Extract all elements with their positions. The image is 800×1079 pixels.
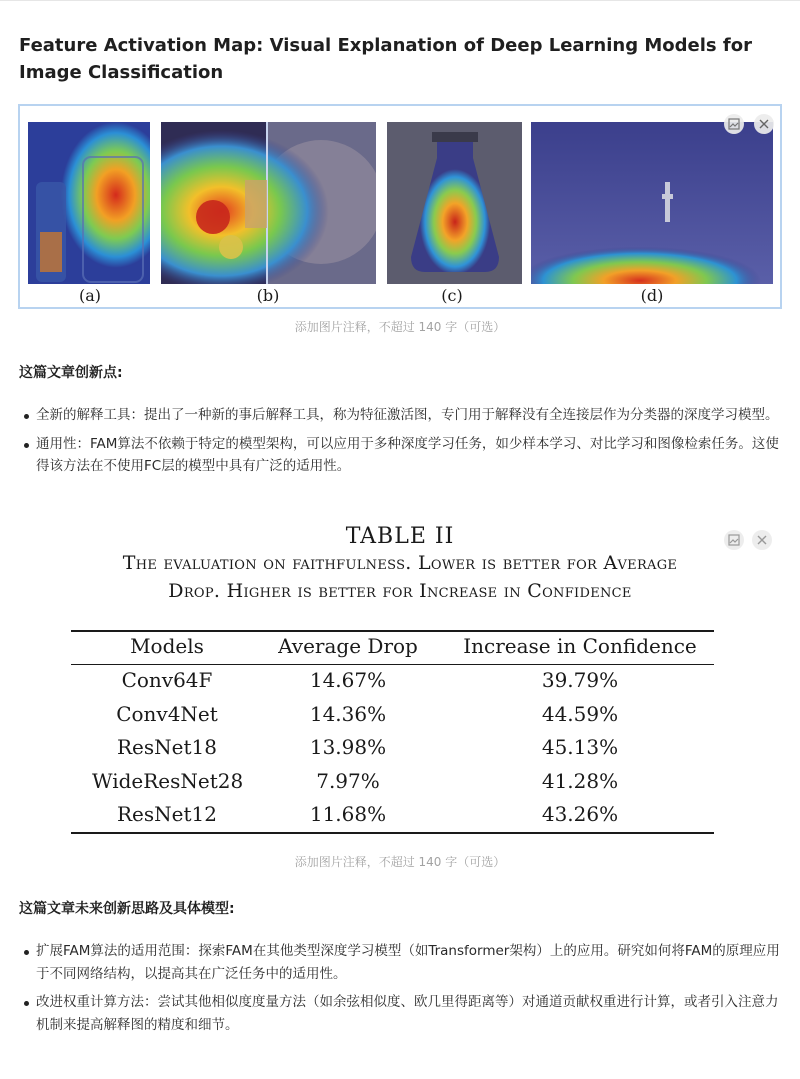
image-icon[interactable] xyxy=(724,530,744,550)
table-cell-average-drop: 7.97% xyxy=(316,768,380,793)
column-header-increase: Increase in Confidence xyxy=(463,634,697,658)
table-label: TABLE II xyxy=(345,524,455,549)
table-cell-model: Conv4Net xyxy=(116,701,218,726)
table-cell-average-drop: 14.36% xyxy=(309,701,387,726)
table-cell-model: Conv64F xyxy=(121,668,213,692)
close-icon[interactable] xyxy=(754,114,774,134)
future-heading: 这篇文章未来创新思路及具体模型: xyxy=(19,901,235,917)
list-item: 通用性：FAM算法不依赖于特定的模型架构，可以应用于多种深度学习任务，如少样本学习、对比学习和图像检索任务。这使得该方法在不使用FC层的模型中具有广泛的适用性。 xyxy=(22,433,784,478)
article-title: Feature Activation Map: Visual Explanation of Deep Learning Models for Image Classification xyxy=(19,35,752,83)
table-header-rule xyxy=(71,664,714,665)
table-cell-model: ResNet12 xyxy=(117,802,217,826)
panel-a-heatmap xyxy=(28,122,150,284)
innovation-heading: 这篇文章创新点: xyxy=(19,365,123,381)
table-cell-model: ResNet18 xyxy=(117,735,217,759)
panel-b-heatmap xyxy=(161,122,376,284)
future-list xyxy=(22,940,784,1042)
table-caption-line-2: Drop. Higher is better for Increase in Confidence xyxy=(168,580,632,602)
panel-a-image xyxy=(28,122,150,284)
table-bottom-rule xyxy=(71,832,714,834)
top-divider xyxy=(0,0,800,1)
table-cell-increase: 41.28% xyxy=(541,768,619,793)
table-figure[interactable] xyxy=(0,520,800,840)
innovation-list xyxy=(22,404,784,484)
column-header-models: Models xyxy=(130,634,204,658)
panel-d-heatmap xyxy=(531,122,773,284)
panel-c-heatmap xyxy=(387,122,522,284)
column-header-average-drop: Average Drop xyxy=(278,634,418,658)
table-cell-average-drop: 13.98% xyxy=(309,735,387,759)
panel-c-image xyxy=(387,122,522,284)
list-item: 改进权重计算方法：尝试其他相似度度量方法（如余弦相似度、欧几里得距离等）对通道贡献权重进行计算，或者引入注意力机制来提高解释图的精度和细节。 xyxy=(22,991,784,1036)
heatmap-figure[interactable] xyxy=(18,104,782,309)
table-caption-line-1: The evaluation on faithfulness. Lower is better for Average xyxy=(122,552,678,574)
table-cell-increase: 43.26% xyxy=(541,802,619,826)
list-item: 扩展FAM算法的适用范围：探索FAM在其他类型深度学习模型（如Transformer架构）上的应用。研究如何将FAM的原理应用于不同网络结构，以提高其在广泛任务中的适用性。 xyxy=(22,940,784,985)
panel-c-label: (c) xyxy=(441,286,463,305)
close-icon[interactable] xyxy=(752,530,772,550)
table-cell-average-drop: 11.68% xyxy=(309,802,387,826)
panel-b-label: (b) xyxy=(256,286,280,305)
table-cell-increase: 44.59% xyxy=(541,701,619,726)
panel-d-label: (d) xyxy=(640,286,664,305)
table-cell-average-drop: 14.67% xyxy=(309,668,387,692)
table-cell-increase: 39.79% xyxy=(541,668,619,692)
table-cell-model: WideResNet28 xyxy=(92,768,244,793)
panel-a-label: (a) xyxy=(78,286,102,305)
table-top-rule xyxy=(71,630,714,632)
panel-d-image xyxy=(531,122,773,284)
list-item: 全新的解释工具：提出了一种新的事后解释工具，称为特征激活图，专门用于解释没有全连接层作为分类器的深度学习模型。 xyxy=(22,404,784,427)
table-cell-increase: 45.13% xyxy=(541,735,619,759)
panel-b-image xyxy=(161,122,376,284)
figure-caption-placeholder[interactable]: 添加图片注释，不超过 140 字（可选） xyxy=(294,320,506,334)
image-icon[interactable] xyxy=(724,114,744,134)
table-caption-placeholder[interactable]: 添加图片注释，不超过 140 字（可选） xyxy=(294,855,506,869)
